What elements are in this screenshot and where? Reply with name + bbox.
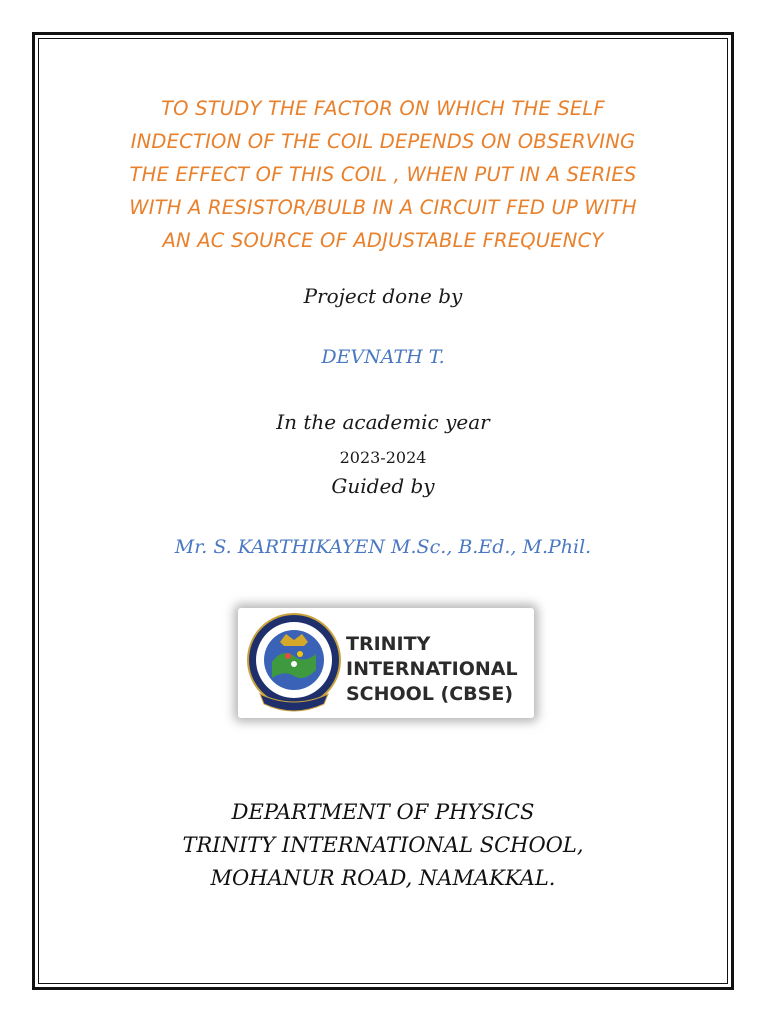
logo-text-line: SCHOOL (CBSE) <box>346 683 514 705</box>
title-line: AN AC SOURCE OF ADJUSTABLE FREQUENCY <box>162 229 604 252</box>
project-done-label: Project done by <box>303 284 463 308</box>
department-line: TRINITY INTERNATIONAL SCHOOL, <box>182 833 584 857</box>
title-line: WITH A RESISTOR/BULB IN A CIRCUIT FED UP WITH <box>129 196 637 219</box>
department-line: MOHANUR ROAD, NAMAKKAL. <box>210 866 556 890</box>
logo-text-line: INTERNATIONAL <box>346 658 518 680</box>
school-logo <box>238 608 534 718</box>
school-emblem-icon <box>244 610 344 716</box>
title-line: INDECTION OF THE COIL DEPENDS ON OBSERVING <box>130 130 636 153</box>
cover-content <box>40 40 726 980</box>
guided-by-label: Guided by <box>331 474 435 498</box>
title-line: TO STUDY THE FACTOR ON WHICH THE SELF <box>161 97 605 120</box>
student-name: DEVNATH T. <box>321 346 445 368</box>
department-line: DEPARTMENT OF PHYSICS <box>231 800 535 824</box>
academic-year-label: In the academic year <box>276 410 490 434</box>
school-logo-text <box>346 632 532 707</box>
project-title <box>50 92 716 257</box>
academic-year: 2023-2024 <box>339 448 427 467</box>
guide-name: Mr. S. KARTHIKAYEN M.Sc., B.Ed., M.Phil. <box>174 536 592 558</box>
logo-text-line: TRINITY <box>346 633 431 655</box>
department-block <box>40 796 726 895</box>
title-line: THE EFFECT OF THIS COIL , WHEN PUT IN A SERIES <box>129 163 637 186</box>
